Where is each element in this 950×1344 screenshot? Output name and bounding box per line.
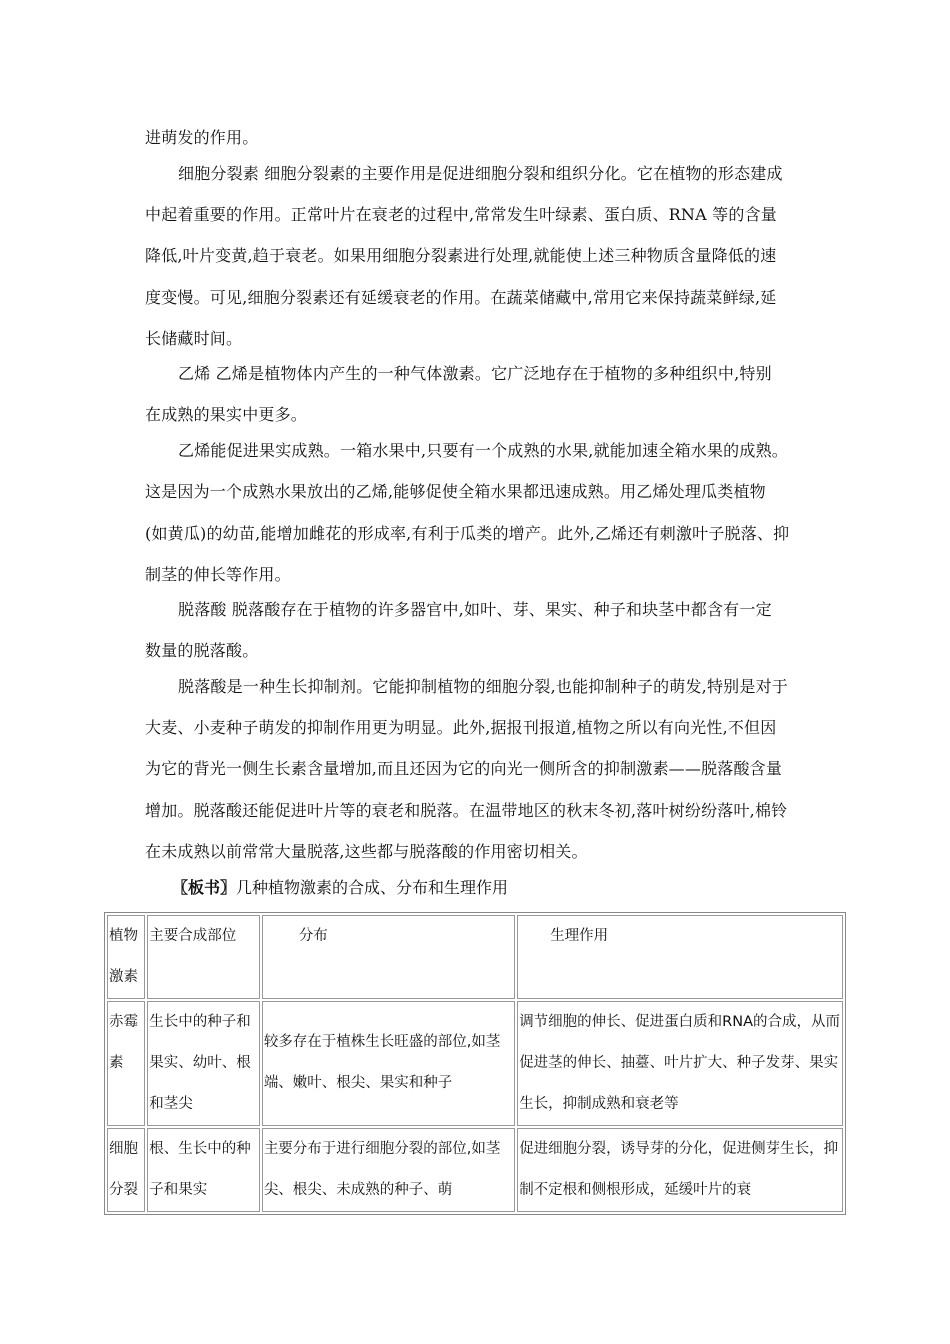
paragraph-line: 大麦、小麦种子萌发的抑制作用更为明显。此外,据报刊报道,植物之所以有向光性,不但因 xyxy=(145,718,777,737)
paragraph-line: 为它的背光一侧生长素含量增加,而且还因为它的向光一侧所含的抑制激素——脱落酸含量 xyxy=(145,759,783,778)
hormone-table xyxy=(104,912,846,1215)
cell-physiological-role: 促进细胞分裂，诱导芽的分化，促进侧芽生长，抑制不定根和侧根形成，延缓叶片的衰 xyxy=(517,1128,843,1212)
paragraph-line: 在成熟的果实中更多。 xyxy=(145,405,308,424)
cell-distribution-text: 较多存在于植株生长旺盛的部位,如茎端、嫩叶、根尖、果实和种子 xyxy=(263,1034,501,1091)
paragraph-line: 中起着重要的作用。正常叶片在衰老的过程中,常常发生叶绿素、蛋白质、RNA 等的含量 xyxy=(145,205,777,224)
paragraph-line: 这是因为一个成熟水果放出的乙烯,能够促使全箱水果都迅速成熟。用乙烯处理瓜类植物 xyxy=(145,482,766,501)
cell-physiological-role: 调节细胞的伸长、促进蛋白质和RNA的合成，从而促进茎的伸长、抽薹、叶片扩大、种子发芽、果实生长，抑制成熟和衰老等 xyxy=(517,1001,843,1126)
paragraph-line: 细胞分裂素 细胞分裂素的主要作用是促进细胞分裂和组织分化。它在植物的形态建成 xyxy=(178,164,783,183)
paragraph-line: 进萌发的作用。 xyxy=(145,128,259,147)
paragraph-line: 增加。脱落酸还能促进叶片等的衰老和脱落。在温带地区的秋末冬初,落叶树纷纷落叶,棉铃 xyxy=(145,801,788,820)
cell-distribution xyxy=(262,1001,515,1126)
paragraph-line: 长储藏时间。 xyxy=(145,329,243,348)
paragraph-line: 在未成熟以前常常大量脱落,这些都与脱落酸的作用密切相关。 xyxy=(145,842,588,861)
header-synthesis-site: 主要合成部位 xyxy=(147,915,260,999)
paragraph-line: 数量的脱落酸。 xyxy=(145,641,259,660)
paragraph-line: 度变慢。可见,细胞分裂素还有延缓衰老的作用。在蔬菜储藏中,常用它来保持蔬菜鲜绿,延 xyxy=(145,288,777,307)
paragraph-line: 制茎的伸长等作用。 xyxy=(145,565,291,584)
paragraph-line: 乙烯 乙烯是植物体内产生的一种气体激素。它广泛地存在于植物的多种组织中,特别 xyxy=(178,364,772,383)
header-physiological-role: 生理作用 xyxy=(517,915,843,999)
cell-synthesis-site: 根、生长中的种子和果实 xyxy=(147,1128,260,1212)
board-label: 〖板书〗 xyxy=(172,878,237,897)
board-heading xyxy=(172,878,508,898)
paragraph-line: 脱落酸 脱落酸存在于植物的许多器官中,如叶、芽、果实、种子和块茎中都含有一定 xyxy=(178,600,772,619)
cell-synthesis-site: 生长中的种子和果实、幼叶、根和茎尖 xyxy=(147,1001,260,1126)
cell-hormone: 细胞分裂 xyxy=(107,1128,145,1212)
header-hormone: 植物激素 xyxy=(107,915,145,999)
paragraph-line: 乙烯能促进果实成熟。一箱水果中,只要有一个成熟的水果,就能加速全箱水果的成熟。 xyxy=(178,441,788,460)
table-row xyxy=(107,1001,843,1126)
paragraph-line: 脱落酸是一种生长抑制剂。它能抑制植物的细胞分裂,也能抑制种子的萌发,特别是对于 xyxy=(178,677,788,696)
board-title: 几种植物激素的合成、分布和生理作用 xyxy=(236,878,509,897)
cell-hormone: 赤霉素 xyxy=(107,1001,145,1126)
header-distribution: 分布 xyxy=(262,915,515,999)
paragraph-line: 降低,叶片变黄,趋于衰老。如果用细胞分裂素进行处理,就能使上述三种物质含量降低的速 xyxy=(145,246,777,265)
table-header-row xyxy=(107,915,843,999)
paragraph-line: (如黄瓜)的幼苗,能增加雌花的形成率,有利于瓜类的增产。此外,乙烯还有刺激叶子脱落、抑 xyxy=(145,524,790,543)
table-row xyxy=(107,1128,843,1212)
cell-distribution: 主要分布于进行细胞分裂的部位,如茎尖、根尖、未成熟的种子、萌 xyxy=(262,1128,515,1212)
